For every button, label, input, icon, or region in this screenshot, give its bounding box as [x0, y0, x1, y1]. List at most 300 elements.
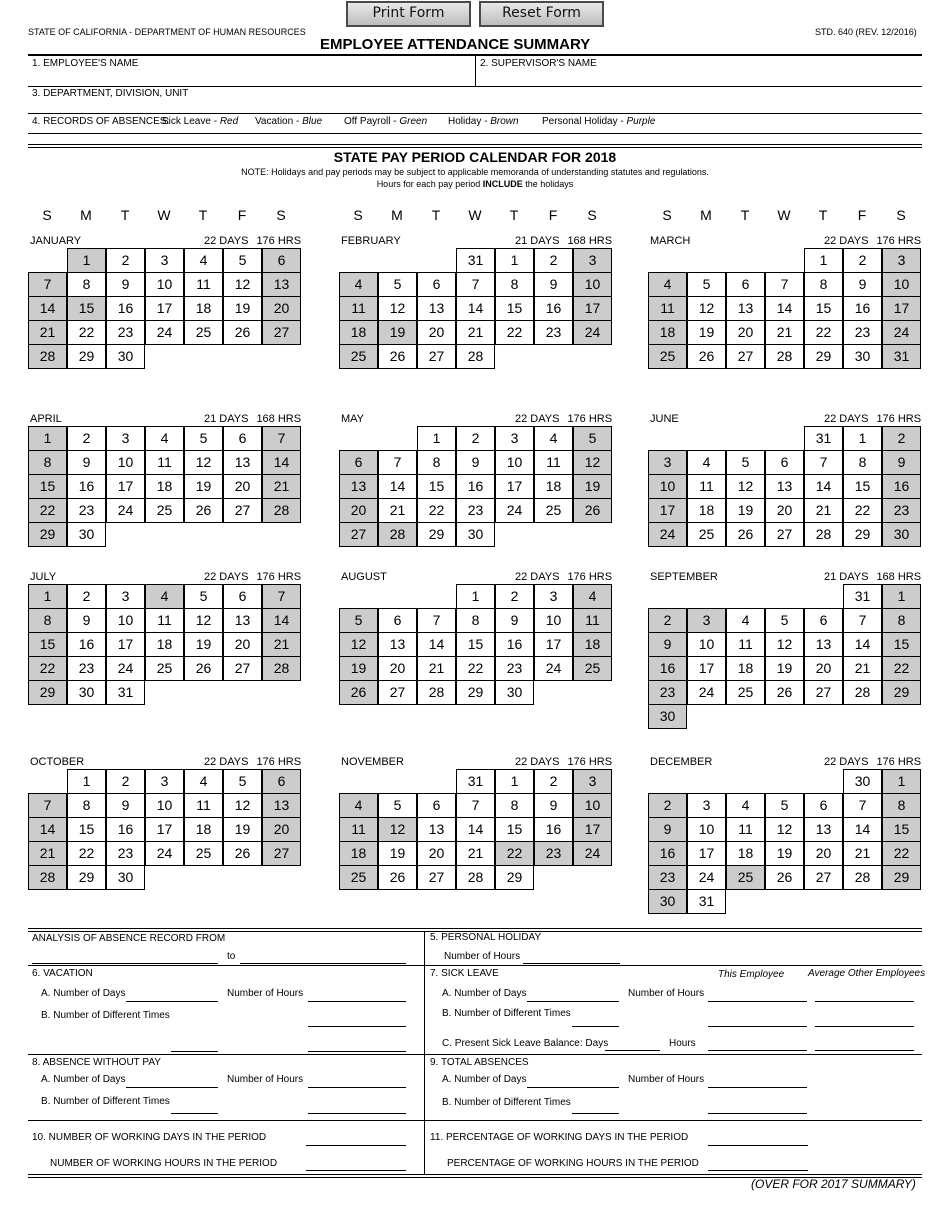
calendar-day: 28 [417, 680, 456, 705]
calendar-day: 8 [882, 608, 921, 633]
calendar-day: 19 [378, 320, 417, 345]
calendar-day: 25 [145, 498, 184, 523]
month-days: 22 DAYS [824, 235, 869, 247]
calendar-day: 3 [495, 426, 534, 451]
calendar-day: 18 [184, 817, 223, 842]
sick-balance-average-field[interactable] [815, 1050, 914, 1051]
calendar-day: 8 [67, 272, 106, 297]
calendar-day: 18 [145, 474, 184, 499]
calendar-day: 11 [184, 793, 223, 818]
calendar-day: 17 [687, 656, 726, 681]
calendar-day: 16 [648, 841, 687, 866]
awop-times-hours-field[interactable] [308, 1113, 406, 1114]
calendar-day: 22 [67, 320, 106, 345]
calendar-day: 14 [843, 632, 882, 657]
calendar-day: 6 [804, 608, 843, 633]
calendar-day: 14 [804, 474, 843, 499]
calendar-day: 19 [223, 817, 262, 842]
calendar-day: 3 [106, 584, 145, 609]
vacation-days-field[interactable] [126, 1001, 218, 1002]
department-label: 3. DEPARTMENT, DIVISION, UNIT [32, 88, 189, 99]
calendar-day: 20 [339, 498, 378, 523]
calendar-note-hours: Hours for each pay period INCLUDE the holidays [376, 179, 574, 189]
sick-times-field[interactable] [572, 1026, 619, 1027]
month-stats [824, 571, 921, 583]
calendar-day: 17 [106, 474, 145, 499]
legend-personal-holiday: Personal Holiday - Purple [542, 116, 656, 127]
calendar-day: 5 [765, 793, 804, 818]
working-days-label: 10. NUMBER OF WORKING DAYS IN THE PERIOD [32, 1132, 267, 1143]
day-header: T [818, 207, 828, 223]
employee-name-label: 1. EMPLOYEE'S NAME [32, 58, 139, 69]
calendar-day: 28 [765, 344, 804, 369]
calendar-day: 21 [804, 498, 843, 523]
calendar-day: 24 [534, 656, 573, 681]
month-stats [204, 413, 301, 425]
calendar-day: 15 [843, 474, 882, 499]
calendar-day: 9 [106, 793, 145, 818]
calendar-day: 1 [882, 584, 921, 609]
calendar-day: 2 [534, 769, 573, 794]
calendar-day: 25 [573, 656, 612, 681]
calendar-day: 14 [262, 450, 301, 475]
form-number: STD. 640 (REV. 12/2016) [815, 27, 917, 37]
calendar-day: 30 [67, 522, 106, 547]
calendar-note: NOTE: Holidays and pay periods may be subject to applicable memoranda of understanding statutes and regulations. [241, 167, 709, 177]
awop-times-days-field[interactable] [171, 1113, 218, 1114]
calendar-day: 11 [184, 272, 223, 297]
calendar-day: 9 [843, 272, 882, 297]
calendar-day: 17 [648, 498, 687, 523]
calendar-day: 4 [573, 584, 612, 609]
sick-balance-hours-field[interactable] [708, 1050, 807, 1051]
calendar-day: 15 [882, 632, 921, 657]
calendar-day: 11 [339, 817, 378, 842]
month-hours: 176 HRS [567, 571, 613, 583]
sick-balance-label: C. Present Sick Leave Balance: Days [442, 1038, 609, 1049]
awop-hours-label: Number of Hours [227, 1074, 304, 1085]
calendar-day: 16 [882, 474, 921, 499]
calendar-day: 27 [417, 344, 456, 369]
calendar-day: 21 [262, 632, 301, 657]
calendar-day: 20 [765, 498, 804, 523]
calendar-day: 21 [417, 656, 456, 681]
calendar-day: 26 [726, 522, 765, 547]
day-header: F [237, 207, 247, 223]
calendar-day: 12 [378, 296, 417, 321]
calendar-day: 25 [648, 344, 687, 369]
total-times-hours-field[interactable] [708, 1113, 807, 1114]
calendar-day: 15 [882, 817, 921, 842]
print-form-button[interactable]: Print Form [346, 1, 471, 27]
calendar-day: 15 [417, 474, 456, 499]
vacation-total-hours-field[interactable] [308, 1051, 406, 1052]
sick-balance-hours-label: Hours [669, 1038, 696, 1049]
day-header: M [391, 207, 403, 223]
calendar-day: 23 [648, 680, 687, 705]
calendar-day: 27 [223, 656, 262, 681]
calendar-day: 16 [648, 656, 687, 681]
calendar-day: 5 [378, 272, 417, 297]
total-hours-label: Number of Hours [628, 1074, 705, 1085]
day-header: F [548, 207, 558, 223]
day-header: S [353, 207, 363, 223]
calendar-day: 10 [106, 608, 145, 633]
calendar-day: 7 [843, 608, 882, 633]
calendar-day: 24 [145, 320, 184, 345]
calendar-day: 8 [882, 793, 921, 818]
month-days: 22 DAYS [515, 571, 560, 583]
calendar-day: 28 [843, 865, 882, 890]
calendar-day: 1 [804, 248, 843, 273]
legend-vacation: Vacation - Blue [255, 116, 323, 127]
month-days: 21 DAYS [204, 413, 249, 425]
total-days-label: A. Number of Days [442, 1074, 527, 1085]
calendar-day: 1 [417, 426, 456, 451]
calendar-day: 31 [882, 344, 921, 369]
day-header: S [587, 207, 597, 223]
calendar-day: 10 [145, 793, 184, 818]
day-header: S [276, 207, 286, 223]
calendar-day: 18 [339, 841, 378, 866]
calendar-day: 14 [28, 817, 67, 842]
calendar-day: 22 [67, 841, 106, 866]
calendar-day: 7 [765, 272, 804, 297]
calendar-day: 19 [184, 632, 223, 657]
calendar-day: 30 [456, 522, 495, 547]
calendar-day: 13 [417, 817, 456, 842]
pct-days-field[interactable] [708, 1145, 808, 1146]
vacation-days-label: A. Number of Days [41, 988, 126, 999]
calendar-day: 27 [262, 841, 301, 866]
calendar-day: 27 [378, 680, 417, 705]
calendar-day: 26 [378, 865, 417, 890]
calendar-day: 30 [106, 865, 145, 890]
vacation-label: 6. VACATION [32, 968, 93, 979]
calendar-day: 12 [223, 793, 262, 818]
calendar-day: 12 [765, 632, 804, 657]
calendar-day: 24 [573, 841, 612, 866]
calendar-day: 16 [534, 817, 573, 842]
calendar-day: 26 [687, 344, 726, 369]
analysis-from-field[interactable] [32, 963, 218, 964]
day-header: T [431, 207, 441, 223]
calendar-day: 17 [573, 296, 612, 321]
working-hours-field[interactable] [306, 1170, 406, 1171]
calendar-day: 25 [726, 865, 765, 890]
calendar-day: 6 [804, 793, 843, 818]
calendar-day: 29 [456, 680, 495, 705]
calendar-day: 22 [456, 656, 495, 681]
calendar-day: 7 [456, 793, 495, 818]
sick-days-field[interactable] [527, 1001, 619, 1002]
month-stats [515, 756, 612, 768]
calendar-day: 9 [534, 793, 573, 818]
calendar-day: 10 [106, 450, 145, 475]
calendar-day: 13 [223, 608, 262, 633]
calendar-day: 21 [28, 841, 67, 866]
calendar-day: 21 [28, 320, 67, 345]
awop-days-field[interactable] [126, 1087, 218, 1088]
calendar-day: 20 [417, 841, 456, 866]
calendar-day: 22 [882, 656, 921, 681]
calendar-day: 25 [339, 344, 378, 369]
calendar-day: 11 [726, 817, 765, 842]
calendar-day: 22 [804, 320, 843, 345]
calendar-day: 6 [378, 608, 417, 633]
calendar-day: 16 [106, 817, 145, 842]
calendar-day: 21 [456, 320, 495, 345]
calendar-day: 11 [573, 608, 612, 633]
calendar-day: 13 [804, 632, 843, 657]
calendar-day: 8 [456, 608, 495, 633]
calendar-day: 1 [67, 248, 106, 273]
agency-name: STATE OF CALIFORNIA - DEPARTMENT OF HUMAN RESOURCES [28, 27, 306, 37]
calendar-day: 11 [534, 450, 573, 475]
month-stats [515, 413, 612, 425]
calendar-day: 22 [495, 320, 534, 345]
calendar-day: 2 [534, 248, 573, 273]
calendar-day: 23 [534, 320, 573, 345]
calendar-day: 24 [495, 498, 534, 523]
calendar-day: 12 [184, 450, 223, 475]
calendar-day: 11 [726, 632, 765, 657]
calendar-day: 5 [687, 272, 726, 297]
calendar-day: 16 [843, 296, 882, 321]
calendar-day: 9 [534, 272, 573, 297]
calendar-day: 30 [106, 344, 145, 369]
calendar-day: 14 [28, 296, 67, 321]
month-name: JANUARY [30, 235, 82, 247]
calendar-day: 28 [843, 680, 882, 705]
calendar-day: 23 [648, 865, 687, 890]
calendar-day: 29 [28, 522, 67, 547]
calendar-day: 25 [339, 865, 378, 890]
calendar-day: 22 [882, 841, 921, 866]
awop-label: 8. ABSENCE WITHOUT PAY [32, 1057, 161, 1068]
calendar-day: 7 [804, 450, 843, 475]
calendar-day: 18 [339, 320, 378, 345]
month-name: MARCH [650, 235, 691, 247]
total-times-days-field[interactable] [572, 1113, 619, 1114]
calendar-day: 15 [456, 632, 495, 657]
personal-holiday-hours-field[interactable] [523, 963, 620, 964]
calendar-day: 21 [843, 656, 882, 681]
calendar-day: 10 [145, 272, 184, 297]
sick-hours-average-field[interactable] [815, 1001, 914, 1002]
department-field[interactable] [32, 99, 920, 112]
pct-hours-label: PERCENTAGE OF WORKING HOURS IN THE PERIOD [447, 1158, 699, 1169]
month-stats [515, 235, 612, 247]
calendar-day: 13 [262, 272, 301, 297]
calendar-day: 4 [687, 450, 726, 475]
month-hours: 176 HRS [567, 413, 613, 425]
calendar-day: 7 [262, 584, 301, 609]
calendar-day: 2 [106, 248, 145, 273]
calendar-day: 18 [573, 632, 612, 657]
average-other-employees-label: Average Other Employees [808, 968, 926, 979]
sick-balance-days-field[interactable] [605, 1050, 660, 1051]
calendar-day: 26 [339, 680, 378, 705]
calendar-day: 2 [106, 769, 145, 794]
calendar-day: 19 [339, 656, 378, 681]
calendar-day: 17 [687, 841, 726, 866]
calendar-day: 31 [456, 248, 495, 273]
calendar-day: 15 [804, 296, 843, 321]
calendar-day: 19 [378, 841, 417, 866]
day-header: F [857, 207, 867, 223]
calendar-day: 4 [145, 584, 184, 609]
calendar-day: 17 [145, 296, 184, 321]
calendar-day: 16 [456, 474, 495, 499]
calendar-day: 14 [378, 474, 417, 499]
calendar-day: 28 [28, 344, 67, 369]
calendar-day: 29 [28, 680, 67, 705]
supervisor-name-field[interactable] [480, 70, 920, 85]
calendar-day: 30 [495, 680, 534, 705]
calendar-day: 27 [339, 522, 378, 547]
calendar-day: 4 [184, 248, 223, 273]
calendar-day: 29 [804, 344, 843, 369]
working-days-field[interactable] [306, 1145, 406, 1146]
calendar-day: 15 [495, 296, 534, 321]
employee-name-field[interactable] [32, 70, 472, 85]
calendar-day: 24 [106, 498, 145, 523]
calendar-day: 20 [804, 656, 843, 681]
analysis-from-label: ANALYSIS OF ABSENCE RECORD FROM [32, 933, 226, 944]
calendar-day: 19 [184, 474, 223, 499]
calendar-day: 14 [456, 296, 495, 321]
calendar-day: 22 [417, 498, 456, 523]
vacation-total-days-field[interactable] [171, 1051, 218, 1052]
calendar-day: 23 [106, 841, 145, 866]
calendar-day: 2 [67, 584, 106, 609]
calendar-day: 17 [495, 474, 534, 499]
calendar-day: 9 [67, 450, 106, 475]
calendar-day: 29 [882, 865, 921, 890]
calendar-day: 3 [687, 793, 726, 818]
month-days: 22 DAYS [824, 413, 869, 425]
calendar-day: 8 [804, 272, 843, 297]
month-name: NOVEMBER [341, 756, 404, 768]
calendar-day: 12 [223, 272, 262, 297]
calendar-day: 25 [184, 320, 223, 345]
calendar-day: 4 [534, 426, 573, 451]
personal-holiday-label: 5. PERSONAL HOLIDAY [430, 932, 542, 943]
calendar-day: 19 [765, 656, 804, 681]
calendar-day: 10 [648, 474, 687, 499]
calendar-day: 7 [378, 450, 417, 475]
calendar-day: 14 [456, 817, 495, 842]
calendar-day: 21 [843, 841, 882, 866]
calendar-day: 31 [687, 889, 726, 914]
calendar-day: 1 [495, 769, 534, 794]
calendar-day: 16 [106, 296, 145, 321]
calendar-day: 29 [67, 344, 106, 369]
calendar-day: 2 [495, 584, 534, 609]
total-hours-field[interactable] [708, 1087, 807, 1088]
month-name: AUGUST [341, 571, 387, 583]
month-stats [824, 756, 921, 768]
calendar-day: 12 [687, 296, 726, 321]
month-stats [204, 235, 301, 247]
calendar-day: 1 [28, 426, 67, 451]
calendar-day: 4 [339, 272, 378, 297]
total-days-field[interactable] [527, 1087, 619, 1088]
calendar-day: 7 [28, 272, 67, 297]
day-header: S [896, 207, 906, 223]
calendar-day: 14 [417, 632, 456, 657]
calendar-day: 3 [648, 450, 687, 475]
calendar-day: 5 [184, 426, 223, 451]
calendar-day: 17 [145, 817, 184, 842]
calendar-day: 17 [106, 632, 145, 657]
sick-times-label: B. Number of Different Times [442, 1008, 571, 1019]
reset-form-button[interactable]: Reset Form [479, 1, 604, 27]
month-stats [824, 413, 921, 425]
calendar-day: 5 [726, 450, 765, 475]
calendar-day: 24 [106, 656, 145, 681]
calendar-day: 3 [882, 248, 921, 273]
calendar-day: 21 [456, 841, 495, 866]
awop-hours-field[interactable] [308, 1087, 406, 1088]
calendar-day: 7 [262, 426, 301, 451]
sick-times-employee-field[interactable] [708, 1026, 807, 1027]
calendar-day: 10 [687, 817, 726, 842]
sick-hours-employee-field[interactable] [708, 1001, 807, 1002]
month-stats [204, 571, 301, 583]
month-hours: 176 HRS [567, 756, 613, 768]
calendar-day: 4 [726, 608, 765, 633]
calendar-day: 25 [726, 680, 765, 705]
analysis-to-field[interactable] [240, 963, 406, 964]
calendar-day: 12 [765, 817, 804, 842]
calendar-day: 17 [534, 632, 573, 657]
calendar-day: 30 [843, 344, 882, 369]
calendar-day: 29 [843, 522, 882, 547]
calendar-day: 30 [843, 769, 882, 794]
vacation-hours-field[interactable] [308, 1001, 406, 1002]
calendar-day: 23 [67, 656, 106, 681]
calendar-day: 24 [687, 680, 726, 705]
calendar-day: 16 [67, 632, 106, 657]
calendar-day: 10 [534, 608, 573, 633]
calendar-day: 10 [495, 450, 534, 475]
calendar-day: 23 [456, 498, 495, 523]
calendar-day: 29 [495, 865, 534, 890]
sick-times-average-field[interactable] [815, 1026, 914, 1027]
calendar-day: 13 [804, 817, 843, 842]
calendar-day: 18 [184, 296, 223, 321]
calendar-day: 5 [765, 608, 804, 633]
calendar-day: 13 [262, 793, 301, 818]
pct-hours-field[interactable] [708, 1170, 808, 1171]
calendar-day: 1 [843, 426, 882, 451]
calendar-day: 9 [106, 272, 145, 297]
calendar-day: 15 [67, 296, 106, 321]
calendar-day: 7 [28, 793, 67, 818]
month-days: 22 DAYS [515, 413, 560, 425]
working-hours-label: NUMBER OF WORKING HOURS IN THE PERIOD [50, 1158, 278, 1169]
vacation-times-field[interactable] [308, 1026, 406, 1027]
calendar-day: 12 [184, 608, 223, 633]
calendar-day: 24 [573, 320, 612, 345]
sick-hours-label: Number of Hours [628, 988, 705, 999]
calendar-day: 14 [843, 817, 882, 842]
calendar-day: 15 [67, 817, 106, 842]
day-header: M [700, 207, 712, 223]
calendar-day: 5 [339, 608, 378, 633]
